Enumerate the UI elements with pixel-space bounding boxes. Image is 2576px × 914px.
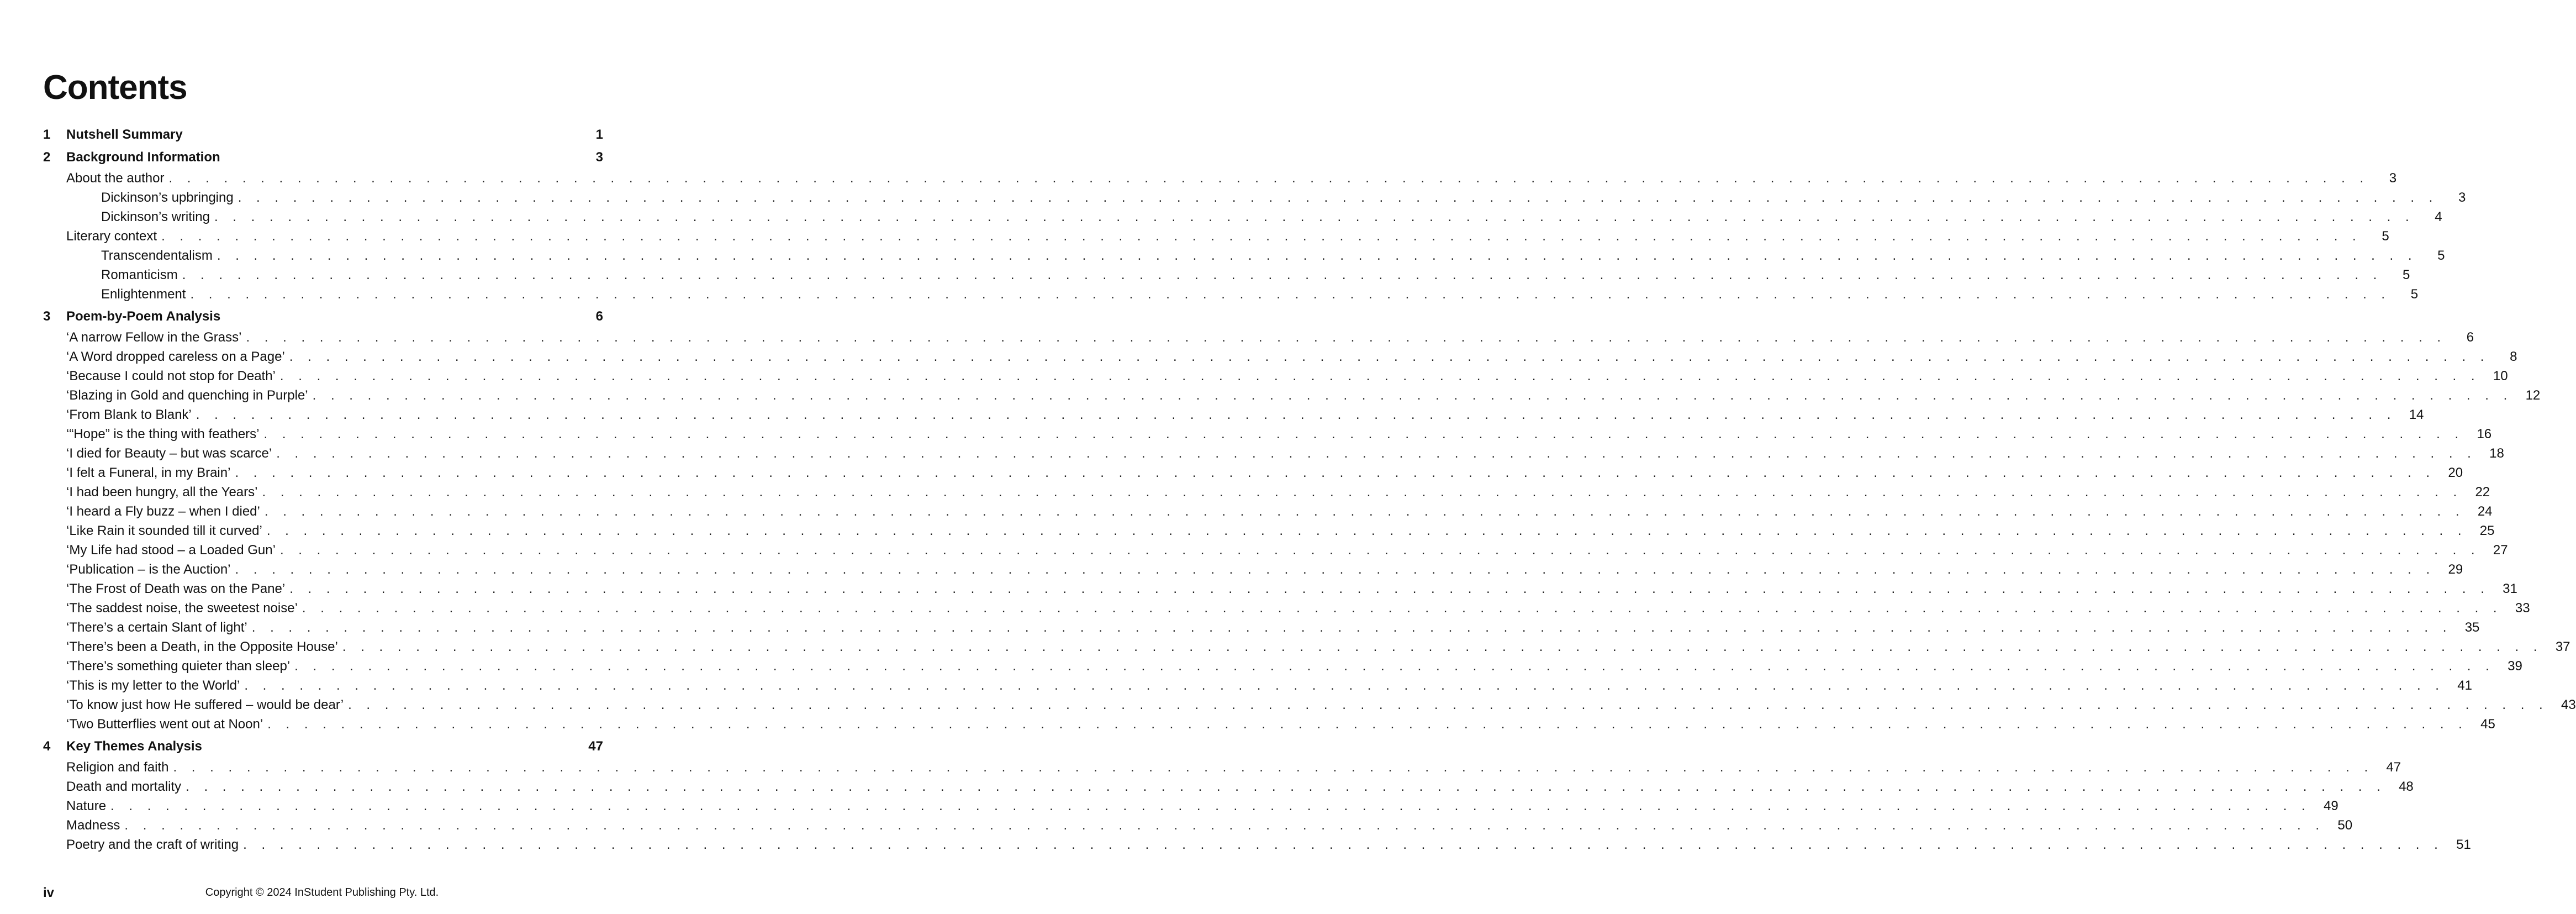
chapter-number: 4 [43, 739, 51, 754]
toc-section-row[interactable] [43, 835, 2471, 854]
entry-page-number: 12 [2525, 388, 2541, 403]
entry-title: Poetry and the craft of writing [66, 837, 239, 852]
toc-section-row[interactable] [43, 386, 2541, 405]
toc-section-row[interactable] [43, 695, 2576, 715]
toc-subsection-row[interactable] [43, 265, 2410, 285]
footer-page-number: iv [43, 885, 55, 900]
entry-title: ‘Because I could not stop for Death’ [66, 369, 276, 384]
dot-leader: . . . . . . . . . . . . . . . . . . . . . . . . . . . . . . . . . . . . . . . . . . . . . . . . . . . . . . . . . . . . . . . . . . . . . . . . . . . . . . . . . . . . . . . . . . . . . . . . . . . . . . . . . . . . . . . . . . . . . . . . [237, 190, 2438, 205]
dot-leader: . . . . . . . . . . . . . . . . . . . . . . . . . . . . . . . . . . . . . . . . . . . . . . . . . . . . . . . . . . . . . . . . . . . . . . . . . . . . . . . . . . . . . . . . . . . . . . . . . . . . . . . . . . . . . . . . . . . . . . . . [217, 248, 2417, 263]
dot-leader: . . . . . . . . . . . . . . . . . . . . . . . . . . . . . . . . . . . . . . . . . . . . . . . . . . . . . . . . . . . . . . . . . . . . . . . . . . . . . . . . . . . . . . . . . . . . . . . . . . . . . . . . . . . . . . . . . . . . . . . . [124, 818, 2325, 833]
entry-title: ‘I died for Beauty – but was scarce’ [66, 446, 272, 461]
toc-section-row[interactable] [43, 227, 2389, 246]
entry-title: ‘From Blank to Blank’ [66, 407, 192, 422]
toc-subsection-row[interactable] [43, 207, 2442, 227]
toc-chapter-row[interactable] [43, 124, 603, 145]
entry-title: ‘My Life had stood – a Loaded Gun’ [66, 543, 276, 558]
dot-leader: . . . . . . . . . . . . . . . . . . . . . . . . . . . . . . . . . . . . . . . . . . . . . . . . . . . . . . . . . . . . . . . . . . . . . . . . . . . . . . . . . . . . . . . . . . . . . . . . . . . . . . . . . . . . . . . . . . . . . . . . [190, 287, 2391, 302]
toc-section-row[interactable] [43, 715, 2495, 734]
entry-title: ‘Like Rain it sounded till it curved’ [66, 523, 262, 538]
dot-leader: . . . . . . . . . . . . . . . . . . . . . . . . . . . . . . . . . . . . . . . . . . . . . . . . . . . . . . . . . . . . . . . . . . . . . . . . . . . . . . . . . . . . . . . . . . . . . . . . . . . . . . . . . . . . . . . . . . . . . . . . [264, 504, 2465, 519]
toc-section-row[interactable] [43, 482, 2490, 502]
entry-page-number: 6 [2466, 330, 2474, 345]
entry-page-number: 3 [2458, 190, 2466, 205]
entry-page-number: 43 [2561, 697, 2576, 712]
entry-title: ‘To know just how He suffered – would be dear’ [66, 697, 344, 712]
entry-title: Dickinson’s upbringing [101, 190, 234, 205]
entry-title: Transcendentalism [101, 248, 213, 263]
chapter-page-number: 3 [595, 150, 603, 165]
entry-page-number: 45 [2480, 717, 2495, 732]
dot-leader: . . . . . . . . . . . . . . . . . . . . . . . . . . . . . . . . . . . . . . . . . . . . . . . . . . . . . . . . . . . . . . . . . . . . . . . . . . . . . . . . . . . . . . . . . . . . . . . . . . . . . . . . . . . . . . . . . . . . . . . . [246, 330, 2447, 345]
entry-title: ‘This is my letter to the World’ [66, 678, 240, 693]
dot-leader: . . . . . . . . . . . . . . . . . . . . . . . . . . . . . . . . . . . . . . . . . . . . . . . . . . . . . . . . . . . . . . . . . . . . . . . . . . . . . . . . . . . . . . . . . . . . . . . . . . . . . . . . . . . . . . . . . . . . . . . . [186, 779, 2386, 794]
toc-section-row[interactable] [43, 502, 2493, 521]
entry-title: ‘Publication – is the Auction’ [66, 562, 231, 577]
toc-section-row[interactable] [43, 463, 2463, 482]
toc-section-row[interactable] [43, 444, 2504, 463]
entry-title: ‘I had been hungry, all the Years’ [66, 485, 258, 500]
entry-page-number: 22 [2475, 485, 2490, 500]
entry-page-number: 20 [2448, 465, 2463, 480]
dot-leader: . . . . . . . . . . . . . . . . . . . . . . . . . . . . . . . . . . . . . . . . . . . . . . . . . . . . . . . . . . . . . . . . . . . . . . . . . . . . . . . . . . . . . . . . . . . . . . . . . . . . . . . . . . . . . . . . . . . . . . . . [168, 171, 2369, 186]
entry-page-number: 48 [2399, 779, 2414, 794]
dot-leader: . . . . . . . . . . . . . . . . . . . . . . . . . . . . . . . . . . . . . . . . . . . . . . . . . . . . . . . . . . . . . . . . . . . . . . . . . . . . . . . . . . . . . . . . . . . . . . . . . . . . . . . . . . . . . . . . . . . . . . . . [279, 543, 2480, 558]
entry-page-number: 5 [2382, 229, 2389, 244]
toc-section-row[interactable] [43, 366, 2508, 386]
toc-section-row[interactable] [43, 347, 2517, 366]
entry-page-number: 39 [2508, 659, 2522, 674]
chapter-title: Background Information [66, 150, 220, 165]
entry-title: ‘There’s a certain Slant of light’ [66, 620, 247, 635]
toc-section-row[interactable] [43, 540, 2508, 560]
entry-page-number: 35 [2464, 620, 2480, 635]
entry-title: ‘There’s been a Death, in the Opposite House’ [66, 639, 338, 654]
toc-chapter-row[interactable] [43, 146, 603, 169]
entry-page-number: 5 [2403, 267, 2410, 282]
dot-leader: . . . . . . . . . . . . . . . . . . . . . . . . . . . . . . . . . . . . . . . . . . . . . . . . . . . . . . . . . . . . . . . . . . . . . . . . . . . . . . . . . . . . . . . . . . . . . . . . . . . . . . . . . . . . . . . . . . . . . . . . [279, 369, 2480, 384]
toc-section-row[interactable] [43, 521, 2495, 540]
dot-leader: . . . . . . . . . . . . . . . . . . . . . . . . . . . . . . . . . . . . . . . . . . . . . . . . . . . . . . . . . . . . . . . . . . . . . . . . . . . . . . . . . . . . . . . . . . . . . . . . . . . . . . . . . . . . . . . . . . . . . . . . [244, 678, 2445, 693]
dot-leader: . . . . . . . . . . . . . . . . . . . . . . . . . . . . . . . . . . . . . . . . . . . . . . . . . . . . . . . . . . . . . . . . . . . . . . . . . . . . . . . . . . . . . . . . . . . . . . . . . . . . . . . . . . . . . . . . . . . . . . . . [251, 620, 2452, 635]
toc-section-row[interactable] [43, 598, 2530, 618]
dot-leader: . . . . . . . . . . . . . . . . . . . . . . . . . . . . . . . . . . . . . . . . . . . . . . . . . . . . . . . . . . . . . . . . . . . . . . . . . . . . . . . . . . . . . . . . . . . . . . . . . . . . . . . . . . . . . . . . . . . . . . . . [342, 639, 2543, 654]
dot-leader: . . . . . . . . . . . . . . . . . . . . . . . . . . . . . . . . . . . . . . . . . . . . . . . . . . . . . . . . . . . . . . . . . . . . . . . . . . . . . . . . . . . . . . . . . . . . . . . . . . . . . . . . . . . . . . . . . . . . . . . . [294, 659, 2495, 674]
entry-page-number: 51 [2456, 837, 2471, 852]
entry-title: Literary context [66, 229, 157, 244]
chapter-page-number: 1 [595, 127, 603, 142]
entry-title: ‘Blazing in Gold and quenching in Purple’ [66, 388, 308, 403]
entry-page-number: 10 [2493, 369, 2508, 384]
chapter-number: 1 [43, 127, 51, 142]
entry-page-number: 41 [2457, 678, 2472, 693]
entry-page-number: 24 [2477, 504, 2493, 519]
dot-leader: . . . . . . . . . . . . . . . . . . . . . . . . . . . . . . . . . . . . . . . . . . . . . . . . . . . . . . . . . . . . . . . . . . . . . . . . . . . . . . . . . . . . . . . . . . . . . . . . . . . . . . . . . . . . . . . . . . . . . . . . [161, 229, 2362, 244]
entry-title: Dickinson’s writing [101, 209, 210, 224]
entry-title: ‘Two Butterflies went out at Noon’ [66, 717, 263, 732]
toc-section-row[interactable] [43, 758, 2401, 777]
toc-section-row[interactable] [43, 796, 2339, 816]
chapter-number: 3 [43, 309, 51, 324]
entry-page-number: 8 [2510, 349, 2517, 364]
toc-subsection-row[interactable] [43, 188, 2466, 207]
entry-page-number: 49 [2324, 799, 2339, 813]
dot-leader: . . . . . . . . . . . . . . . . . . . . . . . . . . . . . . . . . . . . . . . . . . . . . . . . . . . . . . . . . . . . . . . . . . . . . . . . . . . . . . . . . . . . . . . . . . . . . . . . . . . . . . . . . . . . . . . . . . . . . . . . [289, 349, 2490, 364]
entry-page-number: 25 [2479, 523, 2495, 538]
entry-page-number: 14 [2409, 407, 2424, 422]
entry-title: Death and mortality [66, 779, 182, 794]
dot-leader: . . . . . . . . . . . . . . . . . . . . . . . . . . . . . . . . . . . . . . . . . . . . . . . . . . . . . . . . . . . . . . . . . . . . . . . . . . . . . . . . . . . . . . . . . . . . . . . . . . . . . . . . . . . . . . . . . . . . . . . . [235, 562, 2436, 577]
chapter-page-number: 6 [595, 309, 603, 324]
toc-section-row[interactable] [43, 656, 2522, 676]
entry-title: ‘A Word dropped careless on a Page’ [66, 349, 285, 364]
entry-title: Enlightenment [101, 287, 186, 302]
toc-chapter-row[interactable] [43, 306, 603, 328]
toc-section-row[interactable] [43, 405, 2424, 424]
toc-subsection-row[interactable] [43, 285, 2419, 304]
entry-title: Nature [66, 799, 107, 813]
toc-section-row[interactable] [43, 560, 2463, 579]
entry-title: ‘The saddest noise, the sweetest noise’ [66, 601, 298, 616]
entry-page-number: 50 [2337, 818, 2353, 833]
toc-subsection-row[interactable] [43, 246, 2445, 265]
dot-leader: . . . . . . . . . . . . . . . . . . . . . . . . . . . . . . . . . . . . . . . . . . . . . . . . . . . . . . . . . . . . . . . . . . . . . . . . . . . . . . . . . . . . . . . . . . . . . . . . . . . . . . . . . . . . . . . . . . . . . . . . [173, 760, 2374, 775]
dot-leader: . . . . . . . . . . . . . . . . . . . . . . . . . . . . . . . . . . . . . . . . . . . . . . . . . . . . . . . . . . . . . . . . . . . . . . . . . . . . . . . . . . . . . . . . . . . . . . . . . . . . . . . . . . . . . . . . . . . . . . . . [214, 209, 2415, 224]
dot-leader: . . . . . . . . . . . . . . . . . . . . . . . . . . . . . . . . . . . . . . . . . . . . . . . . . . . . . . . . . . . . . . . . . . . . . . . . . . . . . . . . . . . . . . . . . . . . . . . . . . . . . . . . . . . . . . . . . . . . . . . . [110, 799, 2311, 813]
dot-leader: . . . . . . . . . . . . . . . . . . . . . . . . . . . . . . . . . . . . . . . . . . . . . . . . . . . . . . . . . . . . . . . . . . . . . . . . . . . . . . . . . . . . . . . . . . . . . . . . . . . . . . . . . . . . . . . . . . . . . . . . [182, 267, 2383, 282]
entry-page-number: 5 [2437, 248, 2445, 263]
entry-title: ‘I felt a Funeral, in my Brain’ [66, 465, 231, 480]
entry-page-number: 27 [2493, 543, 2508, 558]
toc-section-row[interactable] [43, 816, 2353, 835]
chapter-title: Key Themes Analysis [66, 739, 202, 754]
toc-chapter-row[interactable] [43, 736, 603, 758]
entry-page-number: 47 [2386, 760, 2401, 775]
entry-page-number: 5 [2410, 287, 2419, 302]
toc-section-row[interactable] [43, 618, 2480, 637]
table-of-contents [43, 124, 2576, 854]
chapter-number: 2 [43, 150, 51, 165]
toc-section-row[interactable] [43, 637, 2570, 656]
dot-leader: . . . . . . . . . . . . . . . . . . . . . . . . . . . . . . . . . . . . . . . . . . . . . . . . . . . . . . . . . . . . . . . . . . . . . . . . . . . . . . . . . . . . . . . . . . . . . . . . . . . . . . . . . . . . . . . . . . . . . . . . [235, 465, 2436, 480]
dot-leader: . . . . . . . . . . . . . . . . . . . . . . . . . . . . . . . . . . . . . . . . . . . . . . . . . . . . . . . . . . . . . . . . . . . . . . . . . . . . . . . . . . . . . . . . . . . . . . . . . . . . . . . . . . . . . . . . . . . . . . . . [312, 388, 2513, 403]
entry-page-number: 3 [2389, 171, 2397, 186]
entry-page-number: 4 [2435, 209, 2442, 224]
entry-title: ‘A narrow Fellow in the Grass’ [66, 330, 242, 345]
dot-leader: . . . . . . . . . . . . . . . . . . . . . . . . . . . . . . . . . . . . . . . . . . . . . . . . . . . . . . . . . . . . . . . . . . . . . . . . . . . . . . . . . . . . . . . . . . . . . . . . . . . . . . . . . . . . . . . . . . . . . . . . [289, 581, 2490, 596]
toc-section-row[interactable] [43, 777, 2414, 796]
entry-page-number: 33 [2515, 601, 2530, 616]
entry-title: Religion and faith [66, 760, 169, 775]
toc-section-row[interactable] [43, 424, 2492, 444]
entry-title: ‘The Frost of Death was on the Pane’ [66, 581, 286, 596]
entry-title: Madness [66, 818, 120, 833]
entry-page-number: 18 [2489, 446, 2504, 461]
entry-title: Romanticism [101, 267, 178, 282]
dot-leader: . . . . . . . . . . . . . . . . . . . . . . . . . . . . . . . . . . . . . . . . . . . . . . . . . . . . . . . . . . . . . . . . . . . . . . . . . . . . . . . . . . . . . . . . . . . . . . . . . . . . . . . . . . . . . . . . . . . . . . . . [267, 717, 2468, 732]
entry-title: ‘“Hope” is the thing with feathers’ [66, 427, 260, 442]
chapter-page-number: 47 [588, 739, 603, 754]
toc-section-row[interactable] [43, 676, 2472, 695]
entry-page-number: 31 [2503, 581, 2517, 596]
dot-leader: . . . . . . . . . . . . . . . . . . . . . . . . . . . . . . . . . . . . . . . . . . . . . . . . . . . . . . . . . . . . . . . . . . . . . . . . . . . . . . . . . . . . . . . . . . . . . . . . . . . . . . . . . . . . . . . . . . . . . . . . [302, 601, 2503, 616]
entry-page-number: 16 [2477, 427, 2492, 442]
dot-leader: . . . . . . . . . . . . . . . . . . . . . . . . . . . . . . . . . . . . . . . . . . . . . . . . . . . . . . . . . . . . . . . . . . . . . . . . . . . . . . . . . . . . . . . . . . . . . . . . . . . . . . . . . . . . . . . . . . . . . . . . [196, 407, 2396, 422]
dot-leader: . . . . . . . . . . . . . . . . . . . . . . . . . . . . . . . . . . . . . . . . . . . . . . . . . . . . . . . . . . . . . . . . . . . . . . . . . . . . . . . . . . . . . . . . . . . . . . . . . . . . . . . . . . . . . . . . . . . . . . . . [243, 837, 2443, 852]
entry-page-number: 37 [2555, 639, 2570, 654]
dot-leader: . . . . . . . . . . . . . . . . . . . . . . . . . . . . . . . . . . . . . . . . . . . . . . . . . . . . . . . . . . . . . . . . . . . . . . . . . . . . . . . . . . . . . . . . . . . . . . . . . . . . . . . . . . . . . . . . . . . . . . . . [262, 485, 2463, 500]
dot-leader: . . . . . . . . . . . . . . . . . . . . . . . . . . . . . . . . . . . . . . . . . . . . . . . . . . . . . . . . . . . . . . . . . . . . . . . . . . . . . . . . . . . . . . . . . . . . . . . . . . . . . . . . . . . . . . . . . . . . . . . . [348, 697, 2548, 712]
chapter-title: Nutshell Summary [66, 127, 183, 142]
toc-section-row[interactable] [43, 579, 2517, 598]
chapter-title: Poem-by-Poem Analysis [66, 309, 221, 324]
page-title: Contents [43, 69, 187, 107]
entry-title: ‘I heard a Fly buzz – when I died’ [66, 504, 260, 519]
entry-page-number: 29 [2448, 562, 2463, 577]
entry-title: About the author [66, 171, 165, 186]
entry-title: ‘There’s something quieter than sleep’ [66, 659, 291, 674]
toc-section-row[interactable] [43, 328, 2474, 347]
footer-copyright: Copyright © 2024 InStudent Publishing Pty. Ltd. [205, 886, 439, 899]
dot-leader: . . . . . . . . . . . . . . . . . . . . . . . . . . . . . . . . . . . . . . . . . . . . . . . . . . . . . . . . . . . . . . . . . . . . . . . . . . . . . . . . . . . . . . . . . . . . . . . . . . . . . . . . . . . . . . . . . . . . . . . . [266, 523, 2467, 538]
dot-leader: . . . . . . . . . . . . . . . . . . . . . . . . . . . . . . . . . . . . . . . . . . . . . . . . . . . . . . . . . . . . . . . . . . . . . . . . . . . . . . . . . . . . . . . . . . . . . . . . . . . . . . . . . . . . . . . . . . . . . . . . [263, 427, 2464, 442]
dot-leader: . . . . . . . . . . . . . . . . . . . . . . . . . . . . . . . . . . . . . . . . . . . . . . . . . . . . . . . . . . . . . . . . . . . . . . . . . . . . . . . . . . . . . . . . . . . . . . . . . . . . . . . . . . . . . . . . . . . . . . . . [276, 446, 2477, 461]
toc-section-row[interactable] [43, 169, 2397, 188]
